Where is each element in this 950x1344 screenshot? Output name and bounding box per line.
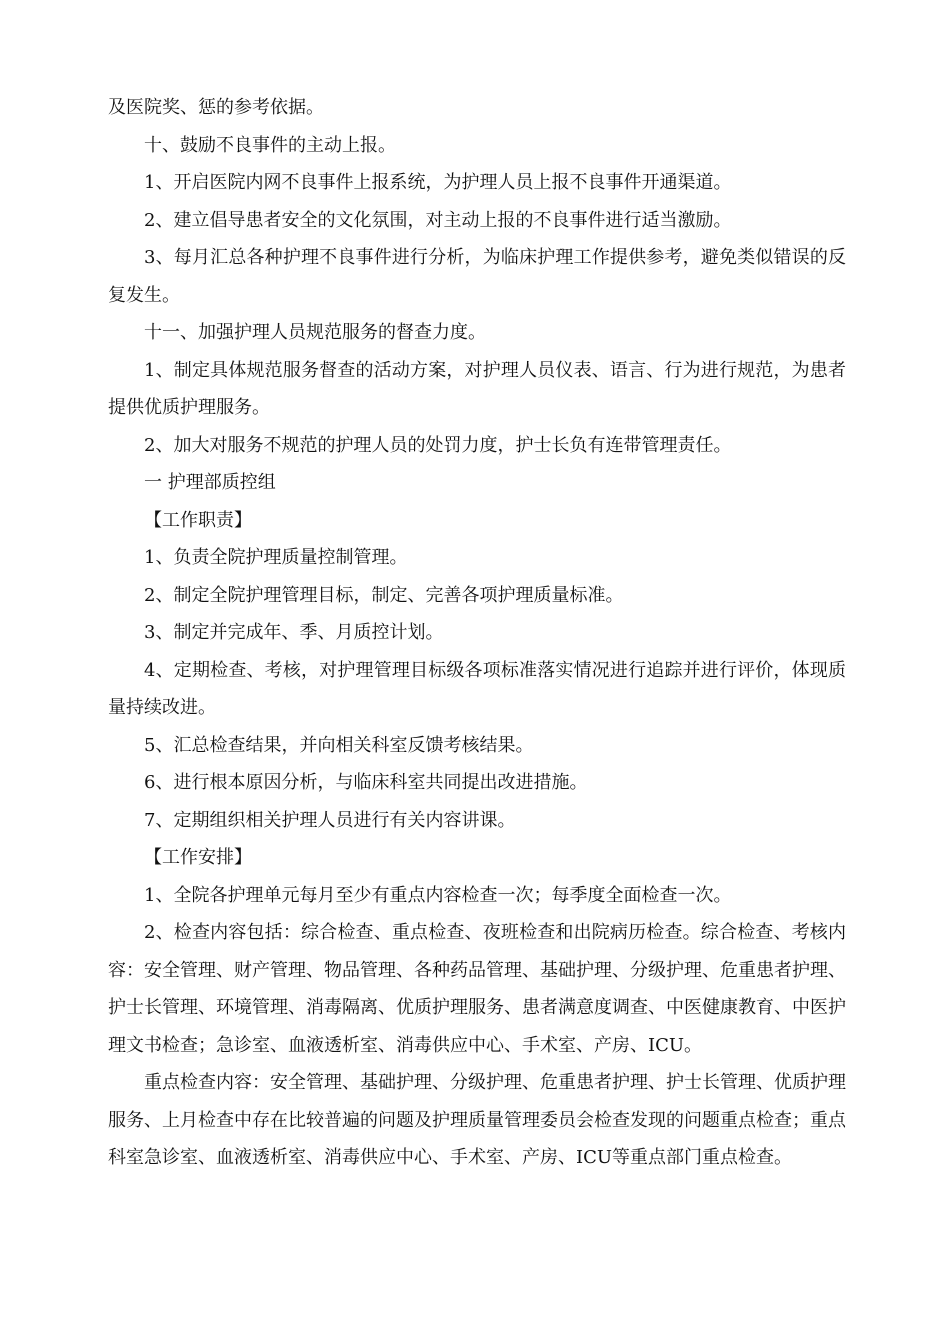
arrangement-item-1: 1、全院各护理单元每月至少有重点内容检查一次；每季度全面检查一次。 bbox=[144, 884, 732, 906]
duty-item-6: 6、进行根本原因分析，与临床科室共同提出改进措施。 bbox=[144, 772, 588, 793]
paragraph-10-2: 2、建立倡导患者安全的文化氛围，对主动上报的不良事件进行适当激励。 bbox=[144, 209, 732, 231]
section-heading-qc-group: 一 护理部质控组 bbox=[144, 472, 276, 493]
key-inspection-paragraph: 重点检查内容：安全管理、基础护理、分级护理、危重患者护理、护士长管理、优质护理服务、上月检查中存在比较普遍的问题及护理质量管理委员会检查发现的问题重点检查；重点科室急诊室、血液透析室、消毒供应中心、手术室、产房、ICU等重点部门重点检查。 bbox=[108, 1072, 846, 1168]
duty-item-7: 7、定期组织相关护理人员进行有关内容讲课。 bbox=[144, 809, 516, 831]
duty-item-3: 3、制定并完成年、季、月质控计划。 bbox=[144, 622, 444, 643]
paragraph-10-3: 3、每月汇总各种护理不良事件进行分析，为临床护理工作提供参考，避免类似错误的反复发生。 bbox=[108, 247, 846, 306]
duty-item-5: 5、汇总检查结果，并向相关科室反馈考核结果。 bbox=[144, 734, 534, 756]
section-heading-11: 十一、加强护理人员规范服务的督查力度。 bbox=[144, 322, 486, 343]
subheading-arrangements: 【工作安排】 bbox=[144, 847, 252, 868]
paragraph-11-2: 2、加大对服务不规范的护理人员的处罚力度，护士长负有连带管理责任。 bbox=[144, 434, 732, 456]
section-heading-10: 十、鼓励不良事件的主动上报。 bbox=[144, 134, 396, 156]
document-body bbox=[108, 89, 846, 1177]
subheading-duties: 【工作职责】 bbox=[144, 509, 252, 531]
arrangement-item-2: 2、检查内容包括：综合检查、重点检查、夜班检查和出院病历检查。综合检查、考核内容：安全管理、财产管理、物品管理、各种药品管理、基础护理、分级护理、危重患者护理、护士长管理、环境管理、消毒隔离、优质护理服务、患者满意度调查、中医健康教育、中医护理文书检查；急诊室、血液透析室、消毒供应中心、手术室、产房、ICU。 bbox=[108, 922, 846, 1056]
paragraph-11-1: 1、制定具体规范服务督查的活动方案，对护理人员仪表、语言、行为进行规范，为患者提供优质护理服务。 bbox=[108, 359, 846, 418]
paragraph-continuation: 及医院奖、惩的参考依据。 bbox=[108, 97, 324, 118]
paragraph-10-1: 1、开启医院内网不良事件上报系统，为护理人员上报不良事件开通渠道。 bbox=[144, 172, 732, 193]
duty-item-4: 4、定期检查、考核，对护理管理目标级各项标准落实情况进行追踪并进行评价，体现质量持续改进。 bbox=[108, 659, 846, 718]
duty-item-1: 1、负责全院护理质量控制管理。 bbox=[144, 547, 408, 568]
duty-item-2: 2、制定全院护理管理目标，制定、完善各项护理质量标准。 bbox=[144, 584, 624, 606]
